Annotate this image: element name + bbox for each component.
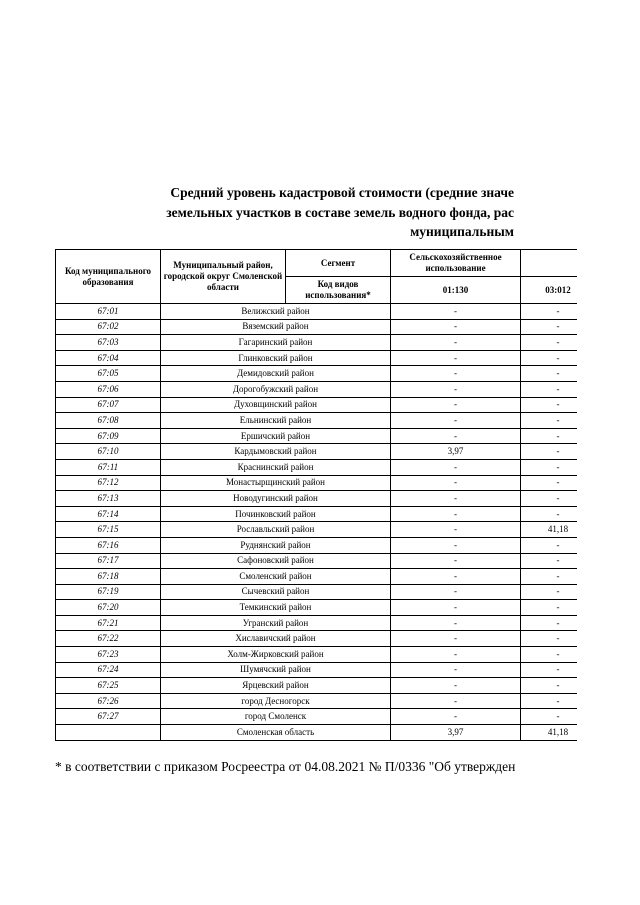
- cell-01130: -: [391, 319, 521, 335]
- cell-total-01130: 3,97: [391, 725, 521, 741]
- cell-03012: -: [521, 413, 578, 429]
- cell-district: Монастырщинский район: [161, 475, 391, 491]
- table-row: [56, 397, 578, 413]
- footnote: * в соответствии с приказом Росреестра от 04.08.2021 № П/0336 "Об утвержден: [55, 759, 516, 774]
- cell-district: Ершичский район: [161, 428, 391, 444]
- cell-code: 67:26: [56, 693, 161, 709]
- cell-03012: -: [521, 335, 578, 351]
- cell-01130: -: [391, 522, 521, 538]
- cell-03012: -: [521, 350, 578, 366]
- cell-03012: 41,18: [521, 522, 578, 538]
- header-03012: 03:012: [521, 277, 578, 304]
- cell-01130: -: [391, 615, 521, 631]
- cell-01130: -: [391, 413, 521, 429]
- table-row: [56, 319, 578, 335]
- cell-code: 67:16: [56, 537, 161, 553]
- header-segment: Сегмент: [286, 250, 391, 277]
- cell-district: Починковский район: [161, 506, 391, 522]
- cell-district: Холм-Жирковский район: [161, 647, 391, 663]
- table-row: [56, 709, 578, 725]
- table-row: [56, 693, 578, 709]
- cell-code: 67:10: [56, 444, 161, 460]
- cell-03012: -: [521, 569, 578, 585]
- cell-code: 67:02: [56, 319, 161, 335]
- cell-district: Сафоновский район: [161, 553, 391, 569]
- cell-01130: -: [391, 647, 521, 663]
- cell-code: 67:19: [56, 584, 161, 600]
- cell-code: 67:23: [56, 647, 161, 663]
- cell-03012: -: [521, 304, 578, 320]
- cell-district: Ельнинский район: [161, 413, 391, 429]
- title-line-3: муниципальным: [410, 224, 514, 239]
- cell-district: Демидовский район: [161, 366, 391, 382]
- cell-code: 67:18: [56, 569, 161, 585]
- cell-code: 67:22: [56, 631, 161, 647]
- cell-03012: -: [521, 662, 578, 678]
- header-01130: 01:130: [391, 277, 521, 304]
- cell-01130: -: [391, 335, 521, 351]
- table-row: [56, 600, 578, 616]
- cell-01130: -: [391, 537, 521, 553]
- cell-03012: -: [521, 506, 578, 522]
- table-row: [56, 381, 578, 397]
- table-row: [56, 366, 578, 382]
- cell-03012: -: [521, 693, 578, 709]
- cell-code: 67:03: [56, 335, 161, 351]
- cell-01130: -: [391, 693, 521, 709]
- table-row: [56, 444, 578, 460]
- table-row: [56, 491, 578, 507]
- cell-01130: -: [391, 491, 521, 507]
- cell-code: 67:05: [56, 366, 161, 382]
- cell-01130: -: [391, 600, 521, 616]
- cell-code-empty: [56, 725, 161, 741]
- table-row: [56, 647, 578, 663]
- cell-01130: -: [391, 304, 521, 320]
- cell-01130: -: [391, 397, 521, 413]
- cell-01130: -: [391, 475, 521, 491]
- cell-district: Хиславичский район: [161, 631, 391, 647]
- cell-03012: -: [521, 615, 578, 631]
- cell-code: 67:13: [56, 491, 161, 507]
- table-row-total: [56, 725, 578, 741]
- cell-district: Велижский район: [161, 304, 391, 320]
- cell-03012: -: [521, 709, 578, 725]
- cell-03012: -: [521, 381, 578, 397]
- cell-code: 67:11: [56, 459, 161, 475]
- header-district: Муниципальный район, городской округ Смоленской области: [161, 250, 286, 304]
- cell-01130: 3,97: [391, 444, 521, 460]
- title-line-1: Средний уровень кадастровой стоимости (средние значе: [170, 185, 514, 200]
- cell-01130: -: [391, 506, 521, 522]
- cell-code: 67:20: [56, 600, 161, 616]
- cell-district: Руднянский район: [161, 537, 391, 553]
- cell-code: 67:21: [56, 615, 161, 631]
- cell-03012: -: [521, 428, 578, 444]
- cell-03012: -: [521, 459, 578, 475]
- cell-district: Темкинский район: [161, 600, 391, 616]
- cell-code: 67:06: [56, 381, 161, 397]
- cell-03012: -: [521, 537, 578, 553]
- cell-01130: -: [391, 678, 521, 694]
- table-row: [56, 350, 578, 366]
- table-row: [56, 631, 578, 647]
- cell-code: 67:27: [56, 709, 161, 725]
- cell-03012: -: [521, 553, 578, 569]
- cell-01130: -: [391, 381, 521, 397]
- table-row: [56, 553, 578, 569]
- cell-01130: -: [391, 428, 521, 444]
- table-row: [56, 522, 578, 538]
- table-row: [56, 569, 578, 585]
- cell-code: 67:09: [56, 428, 161, 444]
- cell-code: 67:12: [56, 475, 161, 491]
- table-row: [56, 304, 578, 320]
- cell-03012: -: [521, 631, 578, 647]
- cell-03012: -: [521, 678, 578, 694]
- header-empty: [521, 250, 578, 277]
- cell-code: 67:07: [56, 397, 161, 413]
- table-row: [56, 662, 578, 678]
- cell-code: 67:04: [56, 350, 161, 366]
- cell-district: Смоленский район: [161, 569, 391, 585]
- cell-district: город Смоленск: [161, 709, 391, 725]
- header-code: Код муниципального образования: [56, 250, 161, 304]
- header-agri: Сельскохозяйственное использование: [391, 250, 521, 277]
- cell-03012: -: [521, 647, 578, 663]
- cell-code: 67:24: [56, 662, 161, 678]
- cell-code: 67:17: [56, 553, 161, 569]
- cell-district: Ярцевский район: [161, 678, 391, 694]
- cell-district: Новодугинский район: [161, 491, 391, 507]
- cell-01130: -: [391, 569, 521, 585]
- table-row: [56, 459, 578, 475]
- cell-03012: -: [521, 475, 578, 491]
- cell-district: Дорогобужский район: [161, 381, 391, 397]
- table-body: [56, 304, 578, 741]
- cell-03012: -: [521, 444, 578, 460]
- cell-district: Краснинский район: [161, 459, 391, 475]
- cell-district: Сычевский район: [161, 584, 391, 600]
- cell-district: Духовщинский район: [161, 397, 391, 413]
- table-row: [56, 475, 578, 491]
- table-row: [56, 335, 578, 351]
- cell-district: Вяземский район: [161, 319, 391, 335]
- cell-01130: -: [391, 459, 521, 475]
- cell-code: 67:08: [56, 413, 161, 429]
- cell-01130: -: [391, 366, 521, 382]
- cell-01130: -: [391, 553, 521, 569]
- cell-01130: -: [391, 350, 521, 366]
- cell-code: 67:25: [56, 678, 161, 694]
- cell-01130: -: [391, 584, 521, 600]
- cell-district: Рославльский район: [161, 522, 391, 538]
- table-row: [56, 428, 578, 444]
- cell-district: город Десногорск: [161, 693, 391, 709]
- cell-03012: -: [521, 491, 578, 507]
- table-row: [56, 506, 578, 522]
- cell-03012: -: [521, 366, 578, 382]
- cell-total-name: Смоленская область: [161, 725, 391, 741]
- table-row: [56, 584, 578, 600]
- cadastral-value-table: [55, 249, 577, 741]
- cell-district: Угранский район: [161, 615, 391, 631]
- cell-03012: -: [521, 600, 578, 616]
- table-row: [56, 678, 578, 694]
- cell-total-03012: 41,18: [521, 725, 578, 741]
- cell-03012: -: [521, 584, 578, 600]
- cell-01130: -: [391, 709, 521, 725]
- cell-code: 67:15: [56, 522, 161, 538]
- cell-district: Глинковский район: [161, 350, 391, 366]
- cell-01130: -: [391, 662, 521, 678]
- title-line-2: земельных участков в составе земель водного фонда, рас: [166, 205, 514, 220]
- cell-03012: -: [521, 319, 578, 335]
- cell-district: Гагаринский район: [161, 335, 391, 351]
- table-row: [56, 413, 578, 429]
- table-row: [56, 537, 578, 553]
- cell-district: Шумячский район: [161, 662, 391, 678]
- cell-code: 67:14: [56, 506, 161, 522]
- cell-code: 67:01: [56, 304, 161, 320]
- table-row: [56, 615, 578, 631]
- cell-03012: -: [521, 397, 578, 413]
- cell-district: Кардымовский район: [161, 444, 391, 460]
- cell-01130: -: [391, 631, 521, 647]
- header-use-code: Код видов использования*: [286, 277, 391, 304]
